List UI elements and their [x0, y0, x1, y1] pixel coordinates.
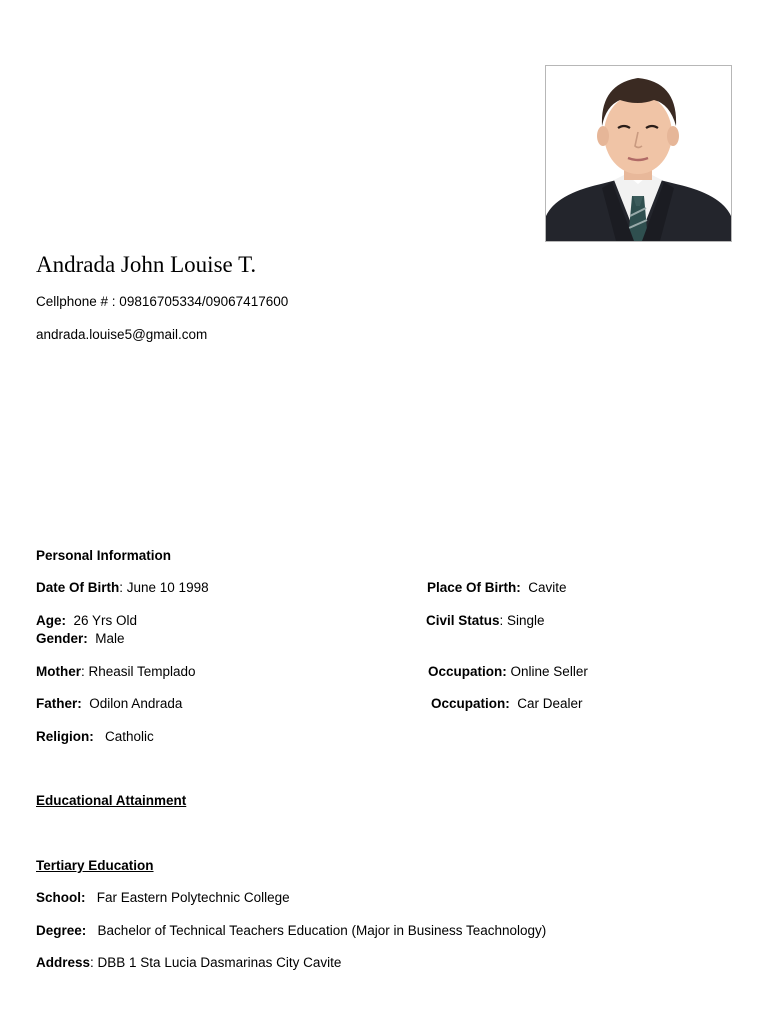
school-row — [36, 890, 290, 906]
father-value: Odilon Andrada — [89, 696, 183, 711]
mother-row — [36, 664, 196, 680]
pob-value: Cavite — [528, 580, 567, 595]
father-row — [36, 696, 182, 712]
mother-label: Mother — [36, 664, 81, 679]
cellphone-text: Cellphone # : 09816705334/09067417600 — [36, 294, 289, 309]
degree-label: Degree: — [36, 923, 87, 938]
dob-row — [36, 580, 209, 596]
address-row — [36, 955, 341, 971]
dob-label: Date Of Birth — [36, 580, 120, 595]
gender-label: Gender: — [36, 631, 88, 646]
mother-occupation-label: Occupation: — [428, 664, 507, 679]
person-portrait-image — [546, 66, 731, 241]
applicant-name: Andrada John Louise T. — [36, 252, 257, 277]
father-label: Father: — [36, 696, 82, 711]
father-occupation-value: Car Dealer — [517, 696, 583, 711]
civil-status-row — [426, 613, 545, 629]
address-label: Address — [36, 955, 91, 970]
age-value: 26 Yrs Old — [73, 613, 138, 628]
gender-value: Male — [95, 631, 125, 646]
degree-row — [36, 923, 546, 939]
degree-value: Bachelor of Technical Teachers Education (Major in Business Teachnology) — [97, 923, 547, 938]
father-occupation-label: Occupation: — [431, 696, 510, 711]
religion-row — [36, 729, 154, 745]
age-label: Age: — [36, 613, 66, 628]
educational-attainment-heading: Educational Attainment — [36, 793, 187, 808]
email-link[interactable]: andrada.louise5@gmail.com — [36, 327, 208, 342]
civil-status-label: Civil Status — [426, 613, 500, 628]
personal-info-heading: Personal Information — [36, 548, 172, 563]
pob-label: Place Of Birth: — [427, 580, 521, 595]
mother-occupation-row — [428, 664, 588, 680]
dob-value: : June 10 1998 — [119, 580, 209, 595]
gender-row — [36, 631, 125, 647]
mother-occupation-value: Online Seller — [510, 664, 588, 679]
school-value: Far Eastern Polytechnic College — [96, 890, 290, 905]
pob-row — [427, 580, 567, 596]
civil-status-value: : Single — [499, 613, 545, 628]
father-occupation-row — [431, 696, 583, 712]
age-row — [36, 613, 137, 629]
tertiary-education-heading: Tertiary Education — [36, 858, 154, 873]
religion-value: Catholic — [105, 729, 154, 744]
address-value: : DBB 1 Sta Lucia Dasmarinas City Cavite — [90, 955, 342, 970]
mother-value: : Rheasil Templado — [81, 664, 196, 679]
religion-label: Religion: — [36, 729, 94, 744]
profile-photo — [545, 65, 732, 242]
school-label: School: — [36, 890, 86, 905]
